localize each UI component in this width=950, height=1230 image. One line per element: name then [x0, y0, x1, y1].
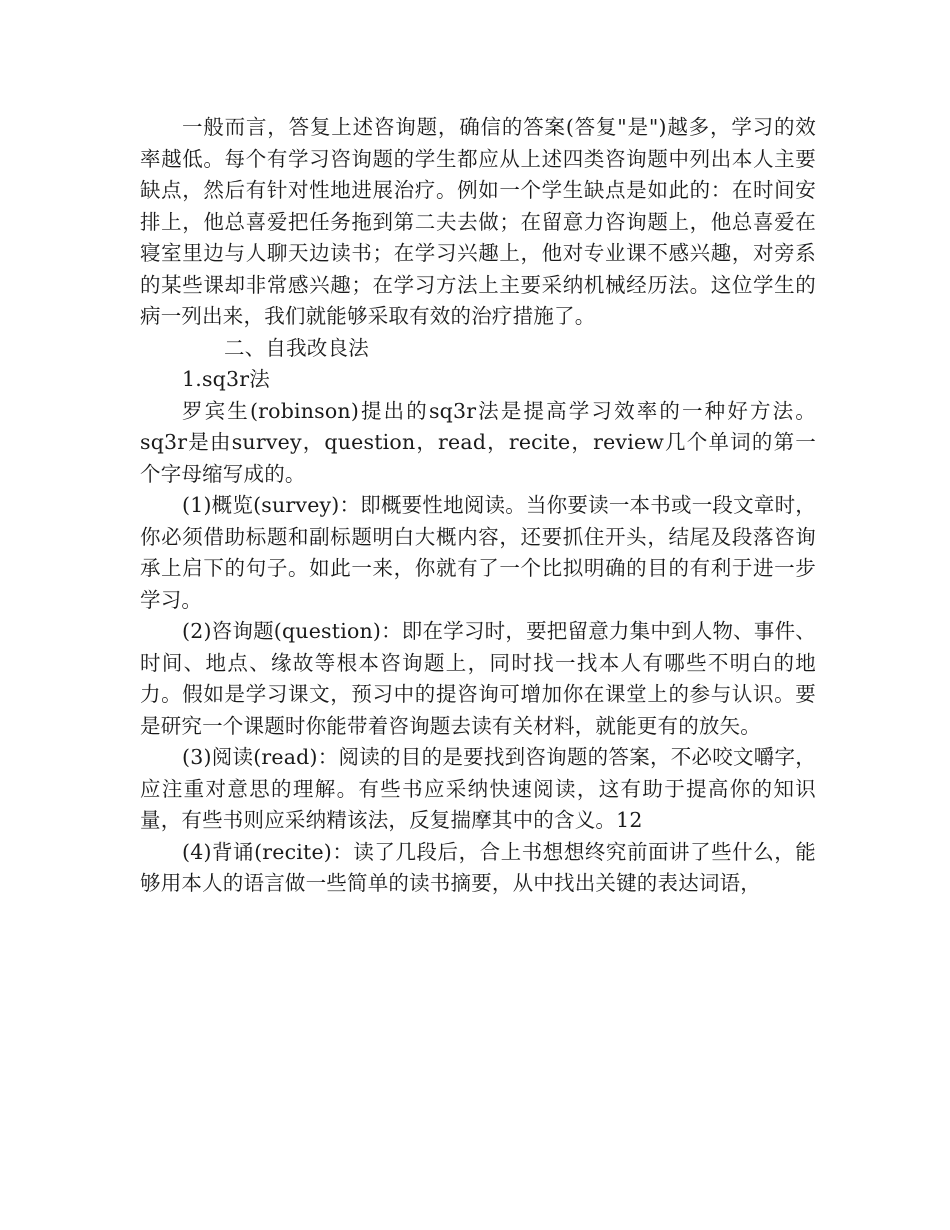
paragraph-sq3r-intro: 罗宾生(robinson)提出的sq3r法是提高学习效率的一种好方法。sq3r是由survey，question，read，recite，review几个单词的第一个字母缩写成的。 [140, 398, 816, 486]
paragraph-study-problems: 一般而言，答复上述咨询题，确信的答案(答复"是")越多，学习的效率越低。每个有学习咨询题的学生都应从上述四类咨询题中列出本人主要缺点，然后有针对性地进展治疗。例如一个学生缺点是如此的：在时间安排上，他总喜爱把任务拖到第二夫去做；在留意力咨询题上，他总喜爱在寝室里边与人聊天边读书；在学习兴趣上，他对专业课不感兴趣，对旁系的某些课却非常感兴趣；在学习方法上主要采纳机械经历法。这位学生的病一列出来，我们就能够采取有效的治疗措施了。 [140, 115, 816, 328]
paragraph-recite: (4)背诵(recite)：读了几段后，合上书想想终究前面讲了些什么，能够用本人的语言做一些简单的读书摘要，从中找出关键的表达词语， [140, 839, 816, 895]
paragraph-survey: (1)概览(survey)：即概要性地阅读。当你要读一本书或一段文章时，你必须借助标题和副标题明白大概内容，还要抓住开头，结尾及段落咨询承上启下的句子。如此一来，你就有了一个比拟明确的目的有利于进一步学习。 [140, 493, 816, 612]
paragraph-question: (2)咨询题(question)：即在学习时，要把留意力集中到人物、事件、时间、地点、缘故等根本咨询题上，同时找一找本人有哪些不明白的地力。假如是学习课文，预习中的提咨询可增加你在课堂上的参与认识。要是研究一个课题时你能带着咨询题去读有关材料，就能更有的放矢。 [140, 619, 816, 738]
paragraph-read: (3)阅读(read)：阅读的目的是要找到咨询题的答案，不必咬文嚼字，应注重对意思的理解。有些书应采纳快速阅读，这有助于提高你的知识量，有些书则应采纳精该法，反复揣摩其中的含义。12 [140, 745, 816, 832]
document-page [140, 112, 816, 900]
section-heading-self-improvement: 二、自我改良法 [224, 335, 369, 360]
subheading-sq3r: 1.sq3r法 [182, 367, 270, 391]
